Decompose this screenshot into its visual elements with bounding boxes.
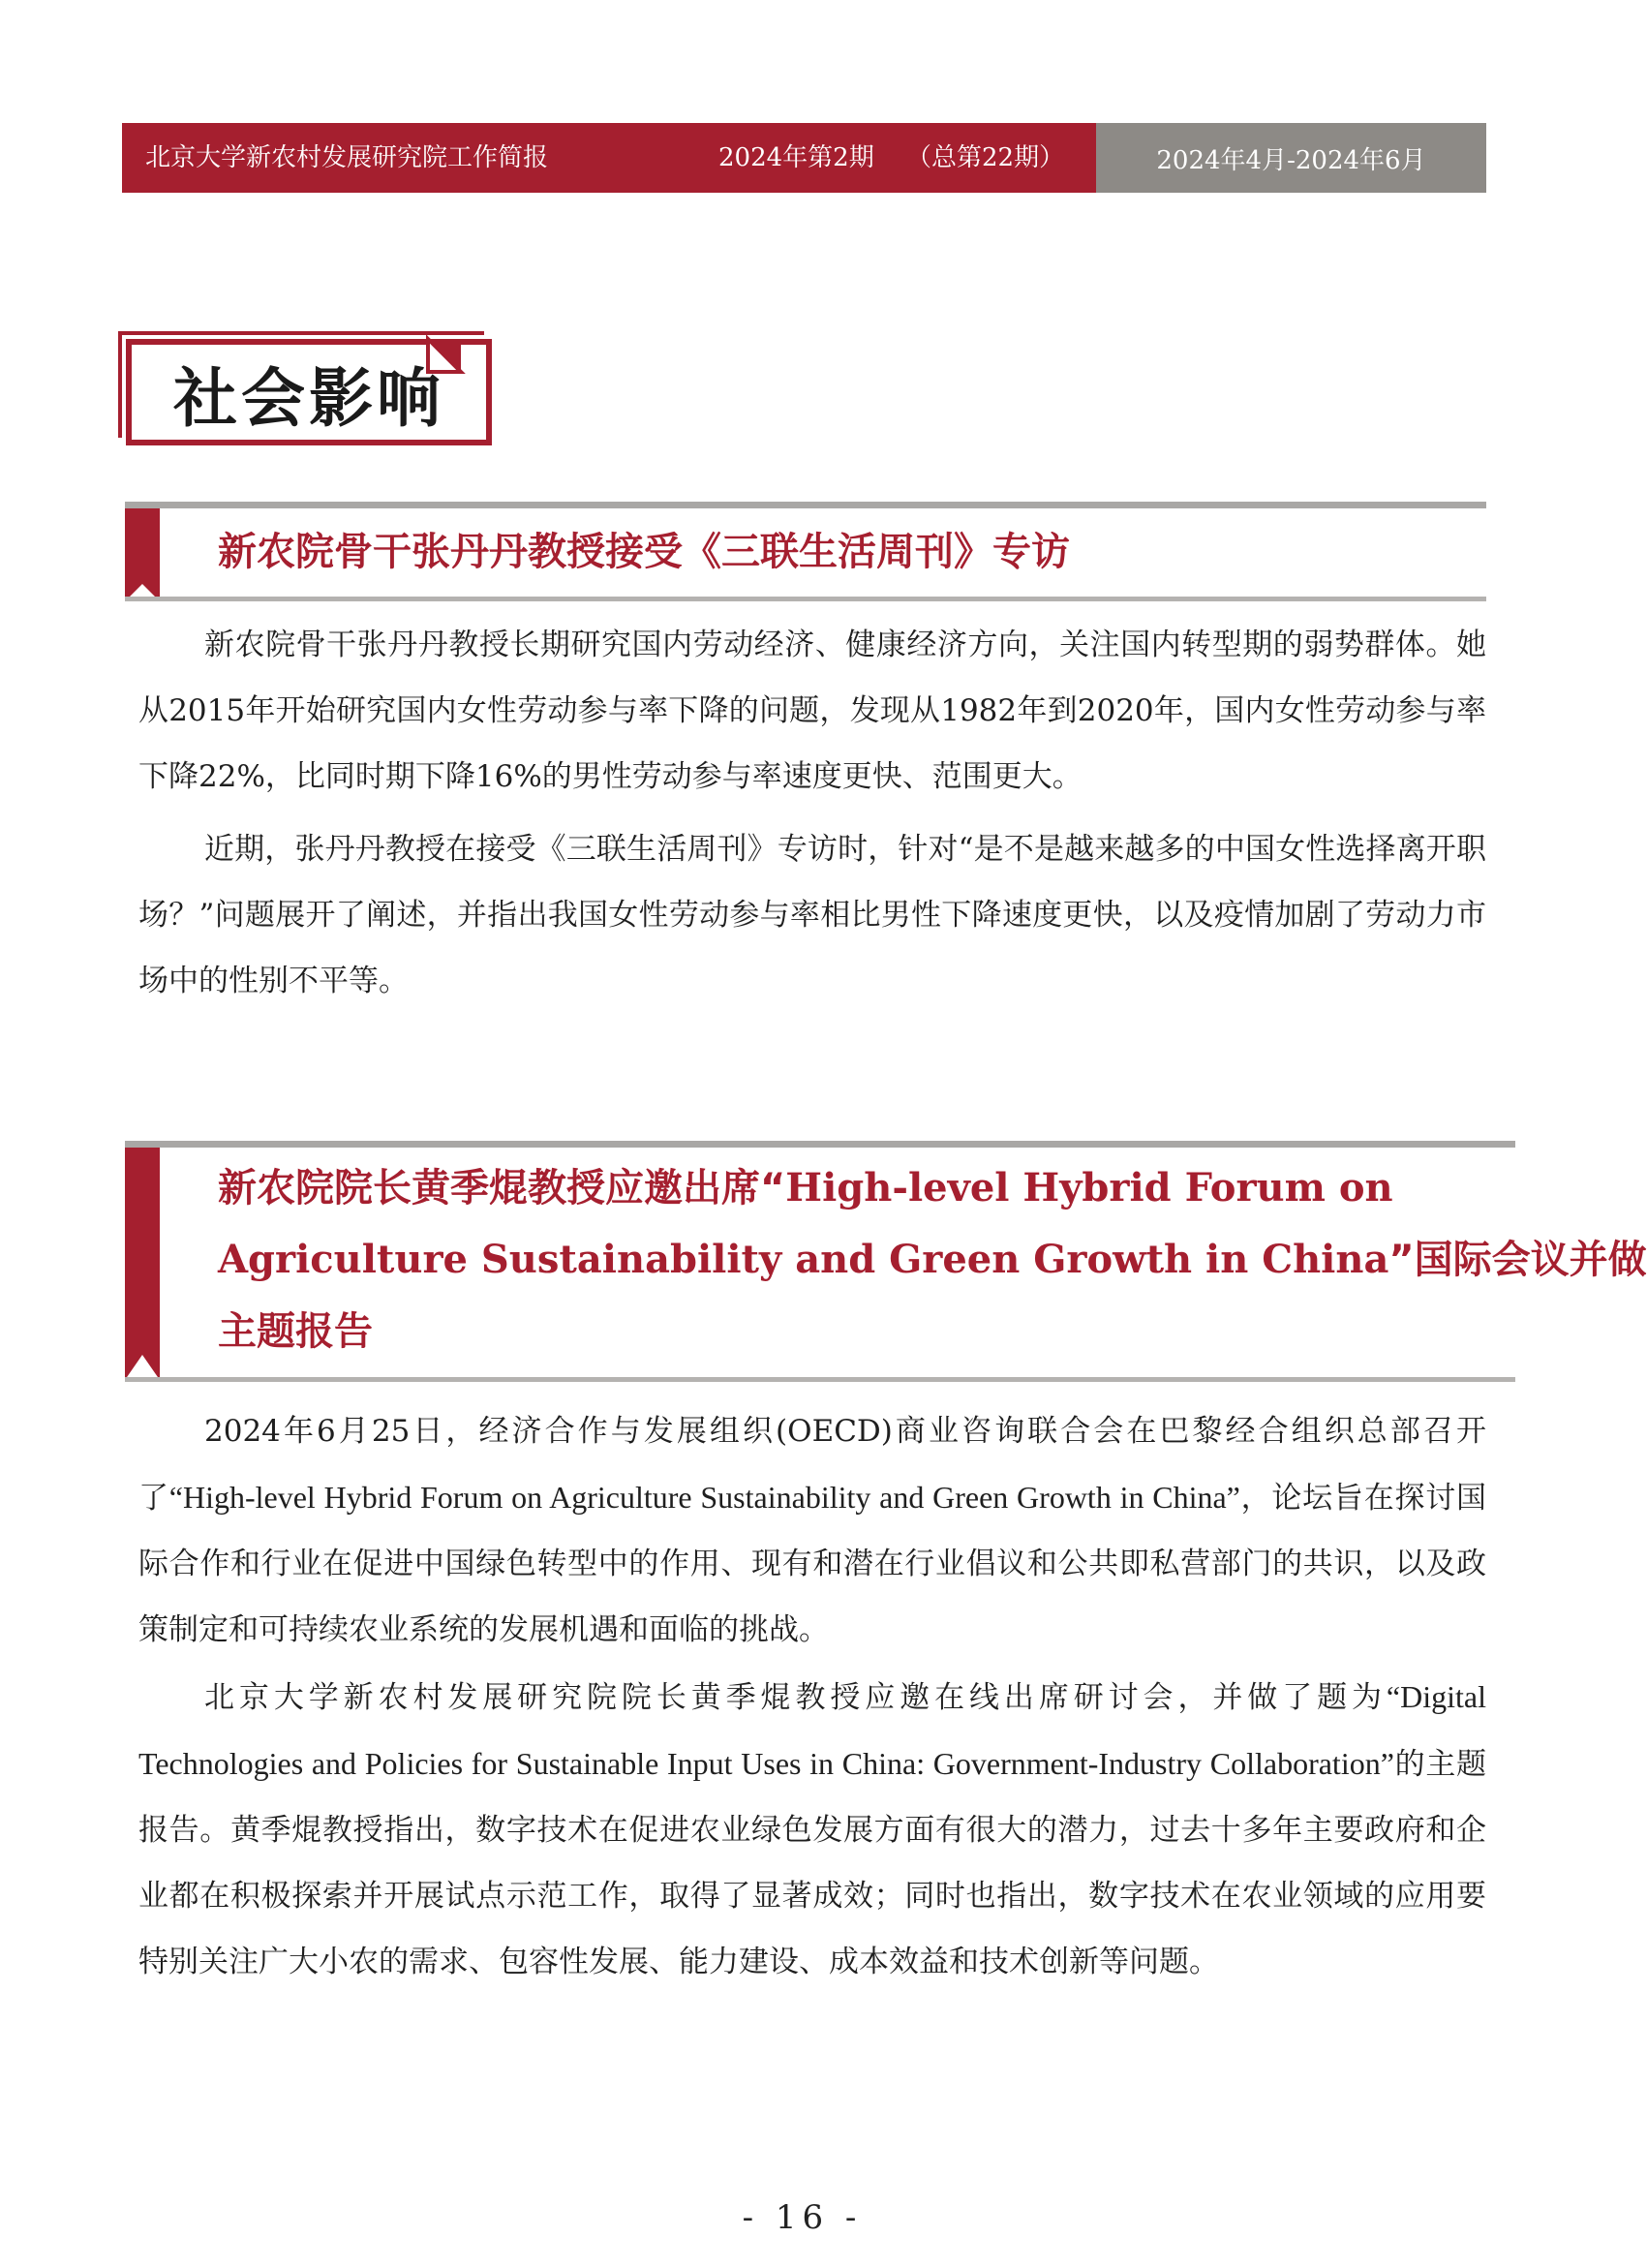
article1-title-text: 新农院骨干张丹丹教授接受《三联生活周刊》专访 xyxy=(218,530,1070,574)
article2-p2-intro: 北京大学新农村发展研究院院长黄季焜教授应邀在线出席研讨会，并做了题为 xyxy=(204,1680,1387,1715)
page-number: - 16 - xyxy=(742,2198,863,2237)
article2-title-line3-text: 主题报告 xyxy=(218,1309,373,1354)
heading-bottom-rule xyxy=(125,597,1486,601)
header-issue: 2024年第2期 xyxy=(718,143,874,172)
article1-paragraph-1: 新农院骨干张丹丹教授长期研究国内劳动经济、健康经济方向，关注国内转型期的弱势群体。她从2015年开始研究国内女性劳动参与率下降的问题，发现从1982年到2020年，国内女性劳动参与率下降22%，比同时期下降16%的男性劳动参与率速度更快、范围更大。 xyxy=(138,628,1486,794)
article2-title-line1-en: High-level Hybrid Forum on xyxy=(785,1165,1393,1211)
article2-p1-rest: ，论坛旨在探讨国际合作和行业在促进中国绿色转型中的作用、现有和潜在行业倡议和公共即私营部门的共识，以及政策制定和可持续农业系统的发展机遇和面临的挑战。 xyxy=(138,1481,1486,1647)
bookmark-ribbon-icon xyxy=(125,508,160,601)
article2-p2-rest: 的主题报告。黄季焜教授指出，数字技术在促进农业绿色发展方面有很大的潜力，过去十多年主要政府和企业都在积极探索并开展试点示范工作，取得了显著成效；同时也指出，数字技术在农业领域的应用要特别关注广大小农的需求、包容性发展、能力建设、成本效益和技术创新等问题。 xyxy=(138,1747,1487,1979)
heading-top-rule xyxy=(125,1141,1515,1148)
heading-top-rule xyxy=(125,502,1486,508)
article2-title-line1-cn: 新农院院长黄季焜教授应邀出席“ xyxy=(218,1166,786,1211)
article1-paragraph-2: 近期，张丹丹教授在接受《三联生活周刊》专访时，针对“是不是越来越多的中国女性选择离开职场？”问题展开了阐述，并指出我国女性劳动参与率相比男性下降速度更快，以及疫情加剧了劳动力市场中的性别不平等。 xyxy=(138,832,1486,998)
article2-title-line2-cn: ”国际会议并做 xyxy=(1388,1238,1647,1282)
header-gray-band xyxy=(1096,123,1486,193)
header-total-issue: （总第22期） xyxy=(906,143,1065,172)
article1-heading xyxy=(125,502,1486,602)
article2-paragraph-2 xyxy=(138,1664,1486,1995)
article2-heading xyxy=(125,1141,1647,1387)
header-red-band xyxy=(122,123,1096,193)
article2-p2-report-title: “Digital Technologies and Policies for Sustainable Input Uses in China: Government-Industry Collaboration” xyxy=(138,1679,1486,1781)
section-title-box xyxy=(126,339,492,445)
article2-paragraph-1 xyxy=(138,1398,1486,1663)
section-title: 社会影响 xyxy=(173,360,444,436)
header-org: 北京大学新农村发展研究院工作简报 xyxy=(145,143,549,172)
heading-bottom-rule xyxy=(125,1377,1515,1382)
article2-title-line3 xyxy=(218,1296,1515,1367)
page-header xyxy=(122,123,1486,193)
article2-title-line2-en: Agriculture Sustainability and Green Growth in China xyxy=(218,1237,1389,1282)
article2-p1-forum-name: “High-level Hybrid Forum on Agriculture Sustainability and Green Growth in China” xyxy=(168,1480,1240,1515)
article2-p1-intro: 2024年6月25日，经济合作与发展组织(OECD)商业咨询联合会在巴黎经合组织总部召开了 xyxy=(138,1414,1486,1516)
article2-title-line1 xyxy=(218,1152,1515,1224)
header-period: 2024年4月-2024年6月 xyxy=(1156,145,1426,175)
article2-title xyxy=(218,1152,1647,1367)
bookmark-ribbon-icon xyxy=(125,1148,160,1380)
article2-title-line2 xyxy=(218,1224,1647,1296)
article1-title xyxy=(218,516,1477,588)
